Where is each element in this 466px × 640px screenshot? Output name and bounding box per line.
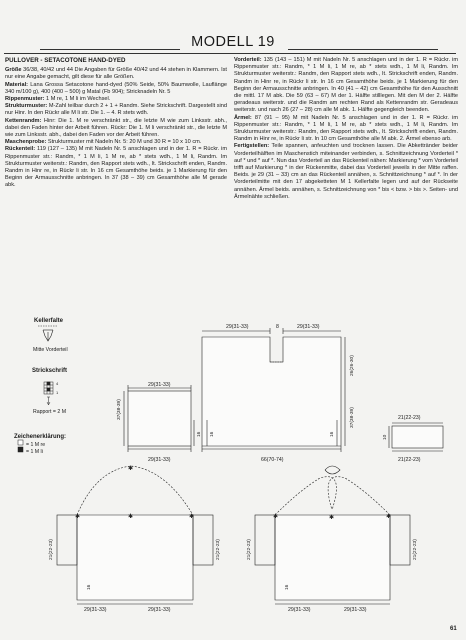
legend-heading: Zeichenerklärung: [14,434,67,440]
sleeve-width-top-label: 21(22-23) [398,415,421,421]
back-width-top-label: 29(31-33) [148,382,171,388]
marker-star: ✱ [273,514,279,520]
section-finishing: Fertigstellen: Teile spannen, anfeuchten und trocknen lassen. Die Abkettränder beider Vorderteilhälften im Maschenstich miteinander verbinden, s. Schnittzeichnung Vorderteil * auf * und * auf *. Nun das Vorderteil an das Rückenteil nähen: Markierung * vom Vorderteil trifft auf Markierung * in der Rückenmitte, dabei das Vorderteil jeweils in der Mitte raffen. Beids. je 29 (31 – 33) cm an das Rückenteil annähen, s. Schnittzeichnung * auf *. In der Vorderteilmitte mit den 17 abgeketteten M 1 Kellerfalte legen und auf der Rückseite annähen. Ärmel beids. annähen, s. Schnittzeichnung von * bis < bzw. > bis >. Seiten- und Ärmelnähte schließen. [234,143,458,200]
front-lower-height-left-label: 16 [210,431,215,437]
section-size: Größe 36/38, 40/42 und 44 Die Angaben für Größe 40/42 und 44 stehen in Klammern. Ist nur eine Angabe gemacht, gilt diese für alle Größen. [5,67,227,81]
assembly-front-diagram [255,466,410,604]
section-back: Rückenteil: 119 (127 – 135) M mit Nadeln Nr. 5 anschlagen und in der 1. R = Rückr. im Rippenmuster str.: Randm, * 1 M li, 1 M re, ab * stets wdh., 1 M li, Randm. Im Strukturmuster weiterstr.: Randm, den Rapport stets wdh., It. Strickschrift enden, Randm. Randm in Hinr re, in Rückr li str. In 16 cm Gesamthöhe beids. je 1 Markierung für den Beginn der Armausschnitte anbringen. In 37 (38 – 39) cm Gesamthöhe alle M gerade abk. [5,146,227,189]
assembly-front-lower-label: 16 [285,584,290,590]
section-structure-pattern: Strukturmuster: M-Zahl teilbar durch 2 + 1 + Randm. Siehe Strickschrift. Dargestellt sind nur Hinr. In den Rückr alle M li str. Die 1. – 4. R stets wdh. [5,103,227,117]
stitch-chart [44,381,59,405]
marker-star: ✱ [189,514,195,520]
section-material: Material: Lana Grossa Setacotone hand-dyed (50% Seide, 50% Baumwolle, Lauflänge 340 m/100 g), 400 (400 – 500) g Matal (Fb 904); Stricknadeln Nr. 5 [5,81,227,95]
section-sleeve: Ärmel: 87 (91 – 95) M mit Nadeln Nr. 5 anschlagen und in der 1. R = Rückr. im Rippenmuster str.: Randm, * 1 M li, 1 M re, ab * stets wdh., 1 M li, Randm. Im Strukturmuster weiterstr.: Randm, den Rapport stets wdh., It. Strickschrift enden, Randm. Randm in Hinr re, in Rückr li str. In 10 cm Gesamthöhe alle M abk. 2. Ärmel ebenso arb. [234,114,458,143]
assembly-front-sleeve-right-label: 21(22-23) [413,539,418,560]
assembly-front-left-width-label: 29(31-33) [288,607,311,613]
assembly-back-lower-label: 16 [87,584,92,590]
kellerfalte-label: Kellerfalte [34,318,64,324]
marker-star: ✱ [75,514,81,520]
assembly-back-left-width-label: 29(31-33) [84,607,107,613]
section-chain-edge: Kettenrandm: Hinr: Die 1. M re verschränkt str., die letzte M wie zum Linksstr. abh., dabei den Faden hinter der Arbeit führen. Rückr: Die 1. M li verschränkt str., die letzte M wie zum Linksstr. abh., dabei den Faden vor der Arbeit führen. [5,117,227,139]
section-front: Vorderteil: 135 (143 – 151) M mit Nadeln Nr. 5 anschlagen und in der 1. R = Rückr. im Rippenmuster str.: Randm, * 1 M li, 1 M re, ab * stets wdh., 1 M li, Randm. Im Strukturmuster weiterstr.: Randm, den Rapport stets wdh., It. Strickschrift enden, Randm. Randm in Hinr re, in Rückr li str. In 16 cm Gesamthöhe beids. je 1 Markierung für den Beginn der Armausschnitte anbringen. In 40 (41 – 42) cm Gesamthöhe für den Ausschnitt die mittl. 17 M abk. Die 59 (63 – 67) M der 1. Hälfte stilllegen. Mit den M der 2. Hälfte geradeaus weiterstr. und die Randm am rechten Rand als Kettenrandm str. Geradeaus weiterstr. und nach 26 (27 – 28) cm alle M abk. 1. Hälfte gegengleich beenden. [234,57,458,114]
front-schematic [202,328,345,452]
sleeve-height-label: 10 [383,434,388,440]
page-title: MODELL 19 [191,34,275,50]
section-gauge: Maschenprobe: Strukturmuster mit Nadeln Nr. 5: 20 M und 30 R = 10 x 10 cm. [5,139,202,146]
front-height-label: 37(38-39) [350,407,355,428]
front-neck-label: 8 [276,324,279,330]
rapport-label: Rapport = 2 M [33,409,67,415]
front-shoulder-width-right-label: 29(31-33) [297,324,320,330]
svg-text:1: 1 [56,390,59,395]
legend-purl-box [18,447,23,452]
marker-star: ✱ [128,466,134,472]
assembly-front-sleeve-left-label: 21(22-23) [247,539,252,560]
legend-boxes [18,440,23,452]
pattern-heading: PULLOVER - SETACOTONE HAND-DYED [5,57,126,64]
front-width-label: 66(70-74) [261,457,284,463]
assembly-back-markers [75,465,194,520]
back-height-label: 37(38-39) [117,399,122,420]
legend-knit-label: = 1 M re [26,442,46,448]
back-width-bottom-label: 29(31-33) [148,457,171,463]
assembly-back-sleeve-left-label: 21(22-23) [49,539,54,560]
strickschrift-label: Strickschrift [32,368,68,374]
legend-purl-label: = 1 M li [26,449,43,455]
assembly-back-sleeve-right-label: 21(22-23) [216,539,221,560]
front-shoulder-width-left-label: 29(31-33) [226,324,249,330]
marker-star: ✱ [329,515,335,521]
page-number: 61 [450,626,457,632]
assembly-back-diagram [57,466,213,604]
sleeve-width-bottom-label: 21(22-23) [398,457,421,463]
svg-text:4: 4 [56,381,59,386]
front-armhole-height-label: 26(26-30) [350,355,355,376]
assembly-front-right-width-label: 29(31-33) [344,607,367,613]
legend-knit-box [18,440,23,445]
back-lower-height-label: 16 [197,431,202,437]
mitte-vorderteil-label: Mitte Vorderteil [33,347,68,353]
sleeve-half-schematic [389,423,443,451]
assembly-back-right-width-label: 29(31-33) [148,607,171,613]
section-rib-pattern: Rippenmuster: 1 M re, 1 M li im Wechsel. [5,96,111,103]
front-lower-height-right-label: 16 [330,431,335,437]
marker-star: ✱ [128,514,134,520]
kellerfalte-diagram [38,326,58,341]
marker-star: ✱ [386,514,392,520]
back-half-schematic [124,385,194,452]
